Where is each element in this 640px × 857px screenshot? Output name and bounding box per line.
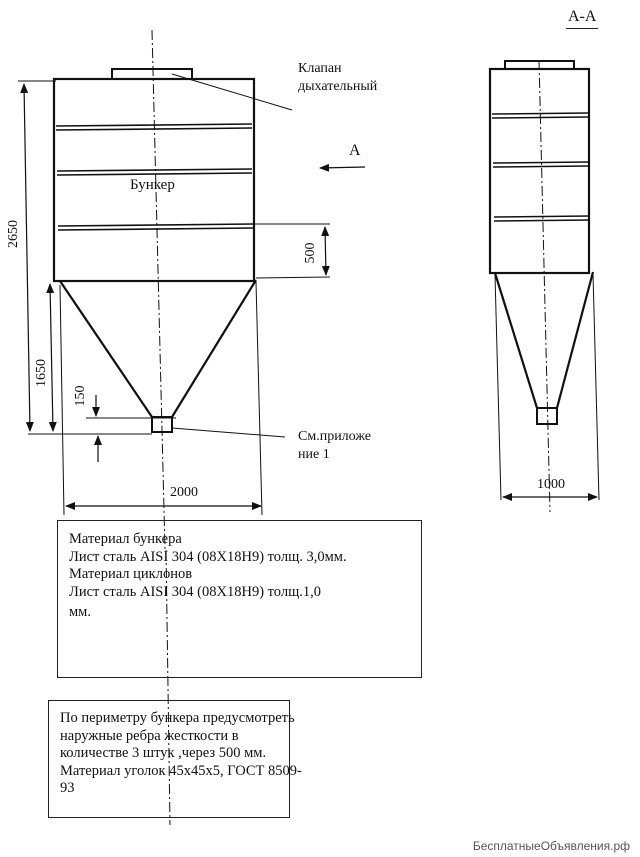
materials-note-line: Лист сталь AISI 304 (08Х18Н9) толщ. 3,0мм. <box>69 548 347 565</box>
dimension-cone-height: 1650 <box>34 359 49 387</box>
ribs-note-line: Материал уголок 45х45х5, ГОСТ 8509- <box>60 762 302 779</box>
appendix-label-line1: См.приложе <box>298 429 372 444</box>
section-view-body <box>490 60 599 512</box>
view-arrow-label: А <box>349 142 361 159</box>
materials-note-box <box>57 520 422 678</box>
materials-note-line: Материал бункера <box>69 531 182 547</box>
dimension-rib-spacing: 500 <box>303 242 318 264</box>
watermark: БесплатныеОбъявления.рф <box>472 839 630 853</box>
materials-note-line: Лист сталь AISI 304 (08Х18Н9) толщ.1,0 <box>69 583 322 600</box>
dimension-outlet-height: 150 <box>73 385 88 407</box>
main-view-body <box>54 30 256 550</box>
materials-note-line: мм. <box>69 604 91 620</box>
dimension-width: 2000 <box>170 485 198 500</box>
valve-label-line1: Клапан <box>298 61 342 76</box>
appendix-label-line2: ние 1 <box>298 447 330 462</box>
ribs-note-line: По периметру бункера предусмотреть <box>60 710 295 726</box>
ribs-note-line: количестве 3 штук ,через 500 мм. <box>60 745 267 761</box>
ribs-note-line: 93 <box>60 780 75 796</box>
materials-note-line: Материал циклонов <box>69 566 193 582</box>
ribs-note-line: наружные ребра жесткости в <box>60 727 239 744</box>
dimension-total-height: 2650 <box>6 220 21 248</box>
bunker-label: Бункер <box>130 177 175 193</box>
section-dimension-width: 1000 <box>537 477 565 492</box>
section-title: А-А <box>566 8 598 29</box>
valve-label-line2: дыхательный <box>298 79 378 94</box>
ribs-note-box <box>48 700 302 818</box>
